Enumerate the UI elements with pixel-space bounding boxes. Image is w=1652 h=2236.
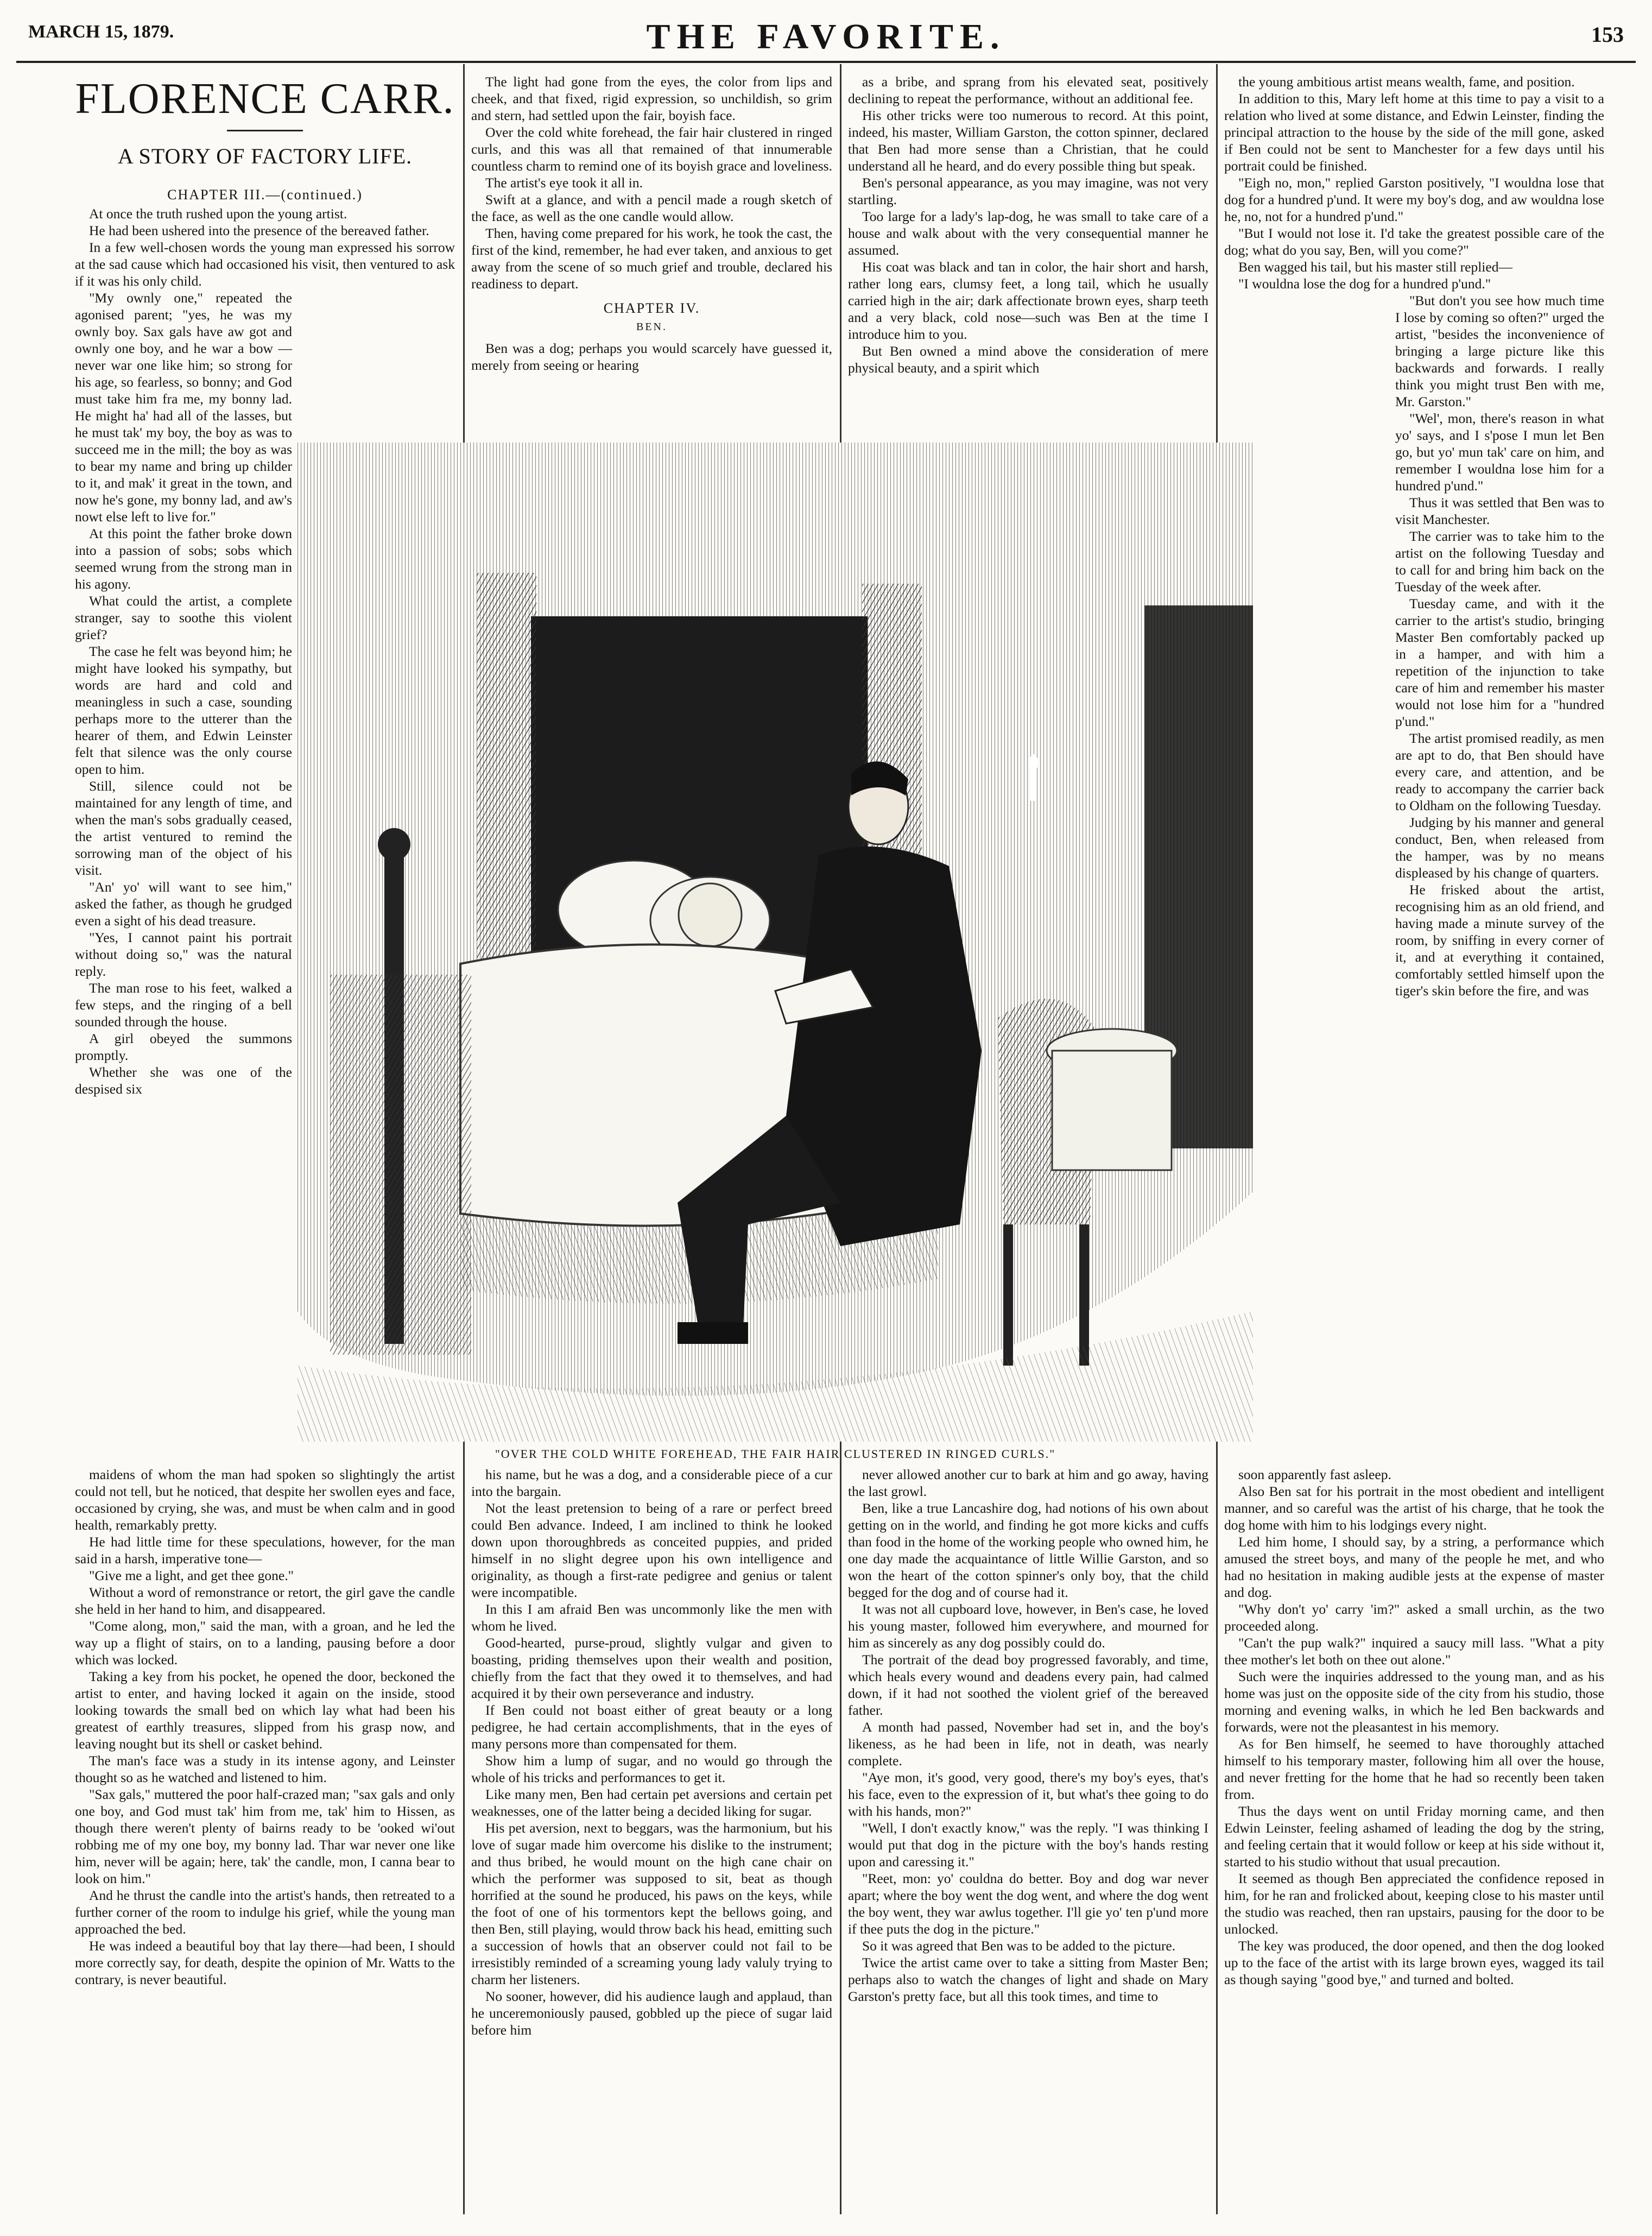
paragraph: "Eigh no, mon," replied Garston positively, "I wouldna lose that dog for a hundred p'und. It were my boy's dog, and aw wouldna lose he, no, not for a hundred p'und." [1224,175,1604,224]
paragraph: At once the truth rushed upon the young artist. [89,206,347,222]
paragraph: Swift at a glance, and with a pencil made a rough sketch of the face, as well as the one candle would allow. [471,192,832,224]
paragraph: A month had passed, November had set in, and the boy's likeness, as he had been in life, not in death, was nearly complete. [848,1719,1208,1768]
paragraph: Show him a lump of sugar, and no would go through the whole of his tricks and performances to get it. [471,1753,832,1785]
paragraph: never allowed another cur to bark at him and go away, having the last growl. [848,1467,1208,1499]
column-1-bottom [75,1466,455,2221]
paragraph: Such were the inquiries addressed to the young man, and as his home was just on the opposite side of the city from his studio, those morning and evening walks, in which he led Ben backwards and forwards, were not the pleasantest in his memory. [1224,1669,1604,1735]
paragraph: As for Ben himself, he seemed to have thoroughly attached himself to his temporary master, following him all over the house, and never fretting for the home that he had so recently been taken from. [1224,1736,1604,1802]
column-4-bottom [1224,1466,1604,2221]
paragraph: "Sax gals," muttered the poor half-crazed man; "sax gals and only one boy, and God must tak' him from me, tak' him to Hissen, as though there weren't plenty of bairns ready to be 'ooked wi'out robbing me of my one boy, my bonny lad. Thar war never one like him, never will be again; here, tak' the candle, mon, I canna bear to look on him." [75,1786,455,1886]
paragraph: Still, silence could not be maintained for any length of time, and when the man's sobs gradually ceased, the artist ventured to remind the sorrowing man of the object of his visit. [75,778,292,878]
paragraph: No sooner, however, did his audience laugh and applaud, than he unceremoniously paused, gobbled up the piece of sugar laid before him [471,1988,832,2038]
column-3-top [848,73,1208,443]
paragraph: In a few well-chosen words the young man expressed his sorrow at the sad cause which had occasioned his visit, then ventured to ask if it was his only child. [75,239,455,289]
paragraph: "I wouldna lose the dog for a hundred p'und." [1238,276,1491,292]
paragraph: "Aye mon, it's good, very good, there's my boy's eyes, that's his face, even to the expression of it, but what's thee going to do with his hands, mon?" [848,1770,1208,1819]
paragraph: Twice the artist came over to take a sitting from Master Ben; perhaps also to watch the changes of light and shade on Mary Garston's pretty face, but all this took times, and time to [848,1955,1208,2004]
paragraph: The light had gone from the eyes, the color from lips and cheek, and that fixed, rigid expression, so unchildish, so grim and stern, had settled upon the fair, boyish face. [471,74,832,123]
issue-date: MARCH 15, 1879. [28,22,174,42]
paragraph: The case he felt was beyond him; he might have looked his sympathy, but words are hard and cold and meaningless in such a case, sounding perhaps more to the utterer than the hearer of them, and Edwin Leinster felt that silence was the only course open to him. [75,643,292,777]
paragraph: At this point the father broke down into a passion of sobs; sobs which seemed wrung from the strong man in his agony. [75,526,292,592]
paragraph: Thus it was settled that Ben was to visit Manchester. [1395,495,1604,527]
paragraph: "An' yo' will want to see him," asked the father, as though he grudged even a sight of his dead treasure. [75,879,292,928]
paragraph: Taking a key from his pocket, he opened the door, beckoned the artist to enter, and having locked it again on the inside, stood looking towards the small bed on which lay what had been his greatest of earthly treasures, slipped from his grasp now, and leaving nought but its shell or casket behind. [75,1669,455,1752]
paragraph: The artist promised readily, as men are apt to do, that Ben should have every care, and attention, and be ready to accompany the carrier back to Oldham on the following Tuesday. [1395,730,1604,813]
paragraph: In this I am afraid Ben was uncommonly like the men with whom he lived. [471,1601,832,1634]
paragraph: Ben, like a true Lancashire dog, had notions of his own about getting on in the world, and finding he got more kicks and cuffs than food in the home of the working people who owned him, he one day made the acquaintance of little Willie Garston, and so won the heart of the cotton spinner's only boy, that the child begged for the dog and of course had it. [848,1500,1208,1600]
paragraph: He was indeed a beautiful boy that lay there—had been, I should more correctly say, for death, despite the opinion of Mr. Watts to the contrary, is never beautiful. [75,1938,455,1987]
paragraph: soon apparently fast asleep. [1238,1467,1391,1482]
paragraph: The artist's eye took it all in. [485,175,643,191]
paragraph: "Give me a light, and get thee gone." [89,1568,294,1583]
story-subtitle: A STORY OF FACTORY LIFE. [117,144,413,168]
chapter-heading: CHAPTER IV. [603,300,700,316]
chapter-subtitle: BEN. [636,321,667,333]
paragraph: "But I would not lose it. I'd take the greatest possible care of the dog; what do you say, Ben, will you come?" [1224,225,1604,258]
paragraph: He frisked about the artist, recognising him as an old friend, and having made a minute survey of the room, by sniffing in every corner of it, and at everything it contained, comfortably settled himself upon the tiger's skin before the fire, and was [1395,882,1604,999]
paragraph: Led him home, I should say, by a string, a performance which amused the street boys, and many of the people he met, and who had no hesitation in making audible jests at the expense of master and dog. [1224,1534,1604,1600]
paragraph: Also Ben sat for his portrait in the most obedient and intelligent manner, and so careful was the artist of his charge, that he took the dog home with him to his lodgings every night. [1224,1483,1604,1533]
header-rule [16,61,1636,63]
paragraph: Good-hearted, purse-proud, slightly vulgar and given to boasting, priding themselves upon their wealth and position, chiefly from the fact that they owed it to themselves, and had acquired it by their own perseverance and industry. [471,1635,832,1701]
paragraph: The portrait of the dead boy progressed favorably, and time, which heals every wound and deadens every pain, had calmed down, if it had not soothed the violent grief of the bereaved father. [848,1652,1208,1718]
paragraph: Over the cold white forehead, the fair hair clustered in ringed curls, and this was all that remained of that innumerable countless charm to remind one of its boyish grace and loveliness. [471,124,832,174]
paragraph: He had little time for these speculations, however, for the man said in a harsh, imperative tone— [75,1534,455,1567]
paragraph: His other tricks were too numerous to record. At this point, indeed, his master, William Garston, the cotton spinner, declared that Ben had more sense than a Christian, that he could understand all he heard, and do every possible thing but speak. [848,108,1208,174]
paragraph: If Ben could not boast either of great beauty or a long pedigree, he had certain accomplishments, that in the eyes of many persons more than compensated for them. [471,1702,832,1752]
chapter-heading: CHAPTER III.—(continued.) [167,187,363,203]
illustration-caption: "OVER THE COLD WHITE FOREHEAD, THE FAIR HAIR CLUSTERED IN RINGED CURLS." [495,1447,1056,1461]
paragraph: The carrier was to take him to the artist on the following Tuesday and to call for and bring him back on the Tuesday of the week after. [1395,528,1604,595]
engraving-illustration [298,443,1253,1442]
column-3-bottom [848,1466,1208,2221]
paragraph: "Can't the pup walk?" inquired a saucy mill lass. "What a pity thee mother's let both on thee out alone." [1224,1635,1604,1667]
paragraph: It seemed as though Ben appreciated the confidence reposed in him, for he ran and frolicked about, keeping close to his master until the studio was reached, then ran upstairs, pausing for the door to be unlocked. [1224,1871,1604,1937]
paragraph: His coat was black and tan in color, the hair short and harsh, rather long ears, clumsy feet, a long tail, which he usually carried high in the air; dark affectionate brown eyes, sharp teeth and a very black, cold nose—such was Ben at the time I introduce him to you. [848,259,1208,342]
column-2-bottom [471,1466,832,2221]
paragraph: And he thrust the candle into the artist's hands, then retreated to a further corner of the room to indulge his grief, while the young man approached the bed. [75,1887,455,1937]
paragraph: as a bribe, and sprang from his elevated seat, positively declining to repeat the performance, without an additional fee. [848,74,1208,106]
paragraph: His pet aversion, next to beggars, was the harmonium, but his love of sugar made him overcome his dislike to the instrument; and thus bribed, he would mount on the high cane chair on which the performer was supposed to sit, beat as though horrified at the sound he produced, his paws on the keys, while the foot of one of his tormentors kept the bellows going, and then Ben, still playing, would throw back his head, emitting such a succession of howls that an observer could not fail to be irresistibly reminded of a screaming young lady valuly trying to charm her listeners. [471,1820,832,1987]
sickbed-scene-image [298,443,1253,1442]
paragraph: The man rose to his feet, walked a few steps, and the ringing of a bell sounded through the house. [75,980,292,1029]
masthead-title: THE FAVORITE. [646,17,1006,56]
paragraph: Tuesday came, and with it the carrier to the artist's studio, bringing Master Ben comfortably packed up in a hamper, and with him a repetition of the injunction to take care of him and remember his master would not lose him for a "hundred p'und." [1395,596,1604,729]
paragraph: maidens of whom the man had spoken so slightingly the artist could not tell, but he noticed, that despite her swollen eyes and face, occasioned by crying, she was, and must be when calm and in good health, remarkably pretty. [75,1467,455,1533]
paragraph: Ben was a dog; perhaps you would scarcely have guessed it, merely from seeing or hearing [471,340,832,373]
paragraph: A girl obeyed the summons promptly. [75,1031,292,1063]
paragraph: "Why don't yo' carry 'im?" asked a small urchin, as the two proceeded along. [1224,1601,1604,1634]
paragraph: Then, having come prepared for his work, he took the cast, the first of the kind, remember, he had ever taken, and anxious to get away from the scene of so much grief and trouble, declared his readiness to depart. [471,225,832,292]
paragraph: Whether she was one of the despised six [75,1064,292,1097]
paragraph: "Yes, I cannot paint his portrait without doing so," was the natural reply. [75,930,292,979]
column-2-top [471,73,832,443]
paragraph: Judging by his manner and general conduct, Ben, when released from the hamper, was by no means displeased by his change of quarters. [1395,814,1604,881]
column-4-top [1224,73,1604,1480]
paragraph: Too large for a lady's lap-dog, he was small to take care of a house and walk about with the very consequential manner he assumed. [848,209,1208,258]
paragraph: "My ownly one," repeated the agonised parent; "yes, he was my ownly boy. Sax gals have aw got and ownly one boy, and he war a bow — never war one like him; so strong for his age, so fearless, so bonny; and God must take him fra me, my bonny lad. He might ha' had all of the lasses, but he must tak' my boy, the boy as was to succeed me in the mill; the boy as was to bear my name and bring up childer to it, and mak' it great in the town, and now he's gone, my bonny lad, and aw's nowt else left to live for." [75,290,292,525]
paragraph: It was not all cupboard love, however, in Ben's case, he loved his young master, followed him everywhere, and mourned for him as sincerely as any dog possibly could do. [848,1601,1208,1651]
paragraph: the young ambitious artist means wealth, fame, and position. [1238,74,1575,90]
paragraph: Ben wagged his tail, but his master still replied— [1238,259,1512,275]
paragraph: "Reet, mon: yo' couldna do better. Boy and dog war never apart; where the boy went the dog went, and where the dog went the boy went, they war awlus together. I'll gie yo' ten p'und more if thee puts the dog in the picture." [848,1871,1208,1937]
paragraph: Like many men, Ben had certain pet aversions and certain pet weaknesses, one of the latter being a decided liking for sugar. [471,1786,832,1819]
paragraph: Without a word of remonstrance or retort, the girl gave the candle she held in her hand to him, and disappeared. [75,1584,455,1617]
paragraph: In addition to this, Mary left home at this time to pay a visit to a relation who lived at some distance, and Edwin Leinster, finding the principal attraction to the house by the side of the mill gone, asked if Ben could not be sent to Manchester for a few days until his portrait could be finished. [1224,91,1604,174]
story-title: FLORENCE CARR. [75,75,455,123]
article-text [75,205,455,1097]
paragraph: his name, but he was a dog, and a considerable piece of a cur into the bargain. [471,1467,832,1499]
paragraph: Not the least pretension to being of a rare or perfect breed could Ben advance. Indeed, I am inclined to think he looked down upon thoroughbreds as conceited puppies, and prided himself in no slight degree upon his own intelligence and originality, as though a first-rate pedigree and genius or talent were incompatible. [471,1500,832,1600]
paragraph: "Well, I don't exactly know," was the reply. "I was thinking I would put that dog in the picture with the boy's hands resting upon and caressing it." [848,1820,1208,1869]
paragraph: He had been ushered into the presence of the bereaved father. [89,223,429,238]
paragraph: "Come along, mon," said the man, with a groan, and he led the way up a flight of stairs, on to a landing, pausing before a door which was locked. [75,1618,455,1667]
paragraph: The key was produced, the door opened, and then the dog looked up to the face of the artist with its large brown eyes, wagged its tail as though saying "good bye," and turned and bolted. [1224,1938,1604,1987]
paragraph: So it was agreed that Ben was to be added to the picture. [862,1938,1176,1954]
paragraph: Ben's personal appearance, as you may imagine, was not very startling. [848,175,1208,207]
paragraph: But Ben owned a mind above the consideration of mere physical beauty, and a spirit which [848,343,1208,376]
paragraph: "But don't you see how much time I lose by coming so often?" urged the artist, "besides the inconvenience of bringing a large picture like this backwards and forwards. I really think you might trust Ben with me, Mr. Garston." [1395,293,1604,409]
title-rule [227,130,303,131]
paragraph: The man's face was a study in its intense agony, and Leinster thought so as he watched and listened to him. [75,1753,455,1785]
paragraph: What could the artist, a complete stranger, say to soothe this violent grief? [75,593,292,642]
paragraph: Thus the days went on until Friday morning came, and then Edwin Leinster, feeling ashamed of leading the dog by the string, and feeling certain that it would follow or keep at his side without it, started to his studio without that usual precaution. [1224,1803,1604,1869]
paragraph: "Wel', mon, there's reason in what yo' says, and I s'pose I mun let Ben go, but yo' mun tak' care on him, and remember I wouldna lose him for a hundred p'und." [1395,410,1604,494]
page-number: 153 [1591,22,1624,47]
